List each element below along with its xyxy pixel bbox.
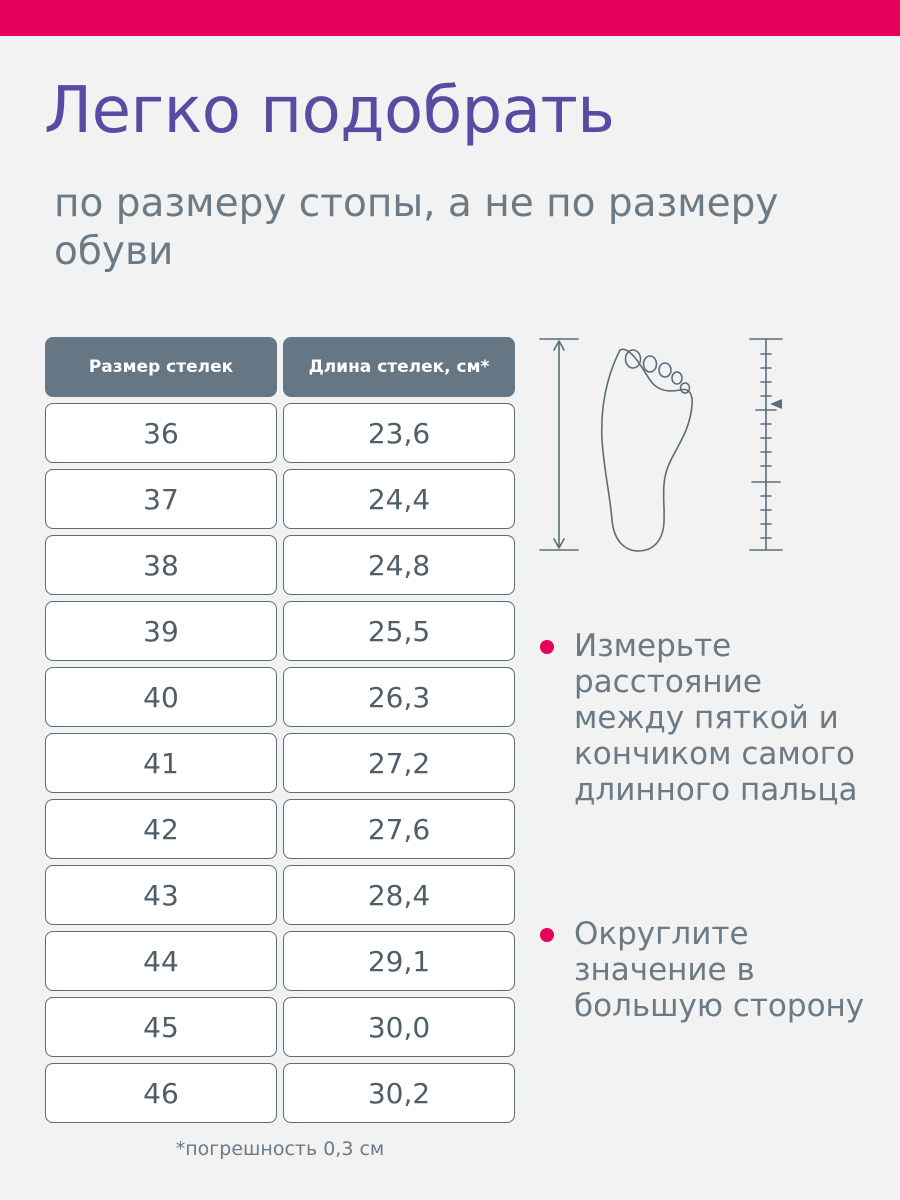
length-cell: 29,1 xyxy=(283,931,515,991)
size-cell: 43 xyxy=(45,865,277,925)
table-row xyxy=(45,469,515,529)
length-cell: 24,8 xyxy=(283,535,515,595)
tip-round-up-text: Округлите значение в большую сторону xyxy=(574,916,865,1024)
size-table xyxy=(45,337,515,1129)
size-cell: 45 xyxy=(45,997,277,1057)
tip-round-up xyxy=(540,916,874,1024)
table-row xyxy=(45,931,515,991)
pink-dot-icon xyxy=(540,928,554,942)
foot-measurement-icon xyxy=(530,330,790,564)
length-cell: 30,2 xyxy=(283,1063,515,1123)
footnote: *погрешность 0,3 см xyxy=(175,1138,385,1160)
column-header-length: Длина стелек, см* xyxy=(283,337,515,397)
table-row xyxy=(45,865,515,925)
table-row xyxy=(45,667,515,727)
size-cell: 39 xyxy=(45,601,277,661)
tip-measure-text: Измерьте расстояние между пяткой и кончиком самого длинного пальца xyxy=(574,628,858,808)
size-cell: 44 xyxy=(45,931,277,991)
table-row xyxy=(45,997,515,1057)
pink-dot-icon xyxy=(540,640,554,654)
length-cell: 28,4 xyxy=(283,865,515,925)
length-cell: 24,4 xyxy=(283,469,515,529)
column-header-size: Размер стелек xyxy=(45,337,277,397)
table-row xyxy=(45,1063,515,1123)
top-accent-bar xyxy=(0,0,900,36)
length-cell: 27,2 xyxy=(283,733,515,793)
table-row xyxy=(45,535,515,595)
length-cell: 30,0 xyxy=(283,997,515,1057)
size-cell: 36 xyxy=(45,403,277,463)
size-cell: 40 xyxy=(45,667,277,727)
page-title: Легко подобрать xyxy=(44,74,615,148)
size-cell: 42 xyxy=(45,799,277,859)
size-cell: 37 xyxy=(45,469,277,529)
table-row xyxy=(45,733,515,793)
table-header-row xyxy=(45,337,515,397)
table-row xyxy=(45,799,515,859)
size-cell: 46 xyxy=(45,1063,277,1123)
length-cell: 26,3 xyxy=(283,667,515,727)
table-row xyxy=(45,601,515,661)
page-subtitle: по размеру стопы, а не по размеру обуви xyxy=(54,181,779,274)
table-row xyxy=(45,403,515,463)
length-cell: 27,6 xyxy=(283,799,515,859)
length-cell: 25,5 xyxy=(283,601,515,661)
size-cell: 38 xyxy=(45,535,277,595)
length-cell: 23,6 xyxy=(283,403,515,463)
table-body xyxy=(45,403,515,1123)
size-cell: 41 xyxy=(45,733,277,793)
tip-measure xyxy=(540,628,874,808)
